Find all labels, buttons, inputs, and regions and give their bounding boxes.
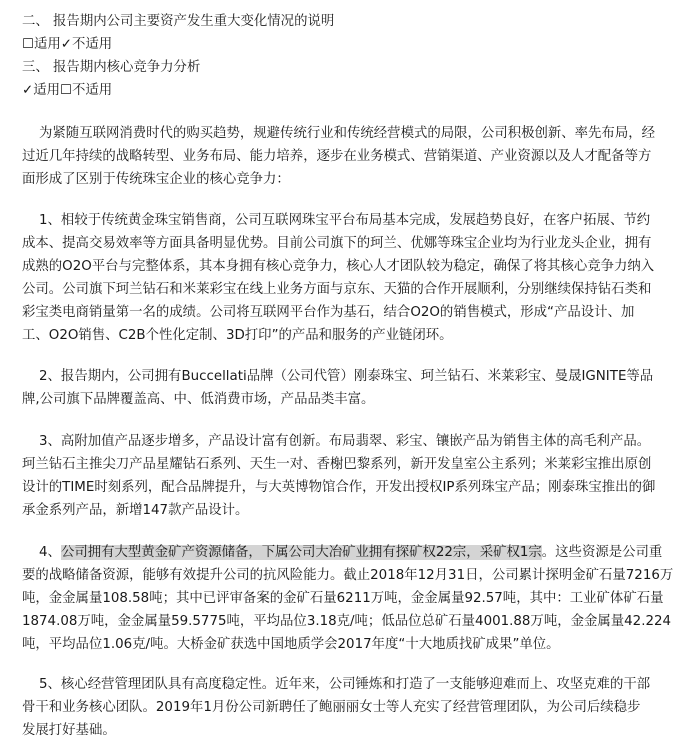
paragraph-1 xyxy=(22,209,684,347)
paragraph-4 xyxy=(22,541,684,656)
intro-line: 过近几年持续的战略转型、业务布局、能力培养，逐步在业务模式、营销渠道、产业资源以及人才配备等方 xyxy=(22,149,652,164)
p4-highlighted-text: 公司拥有大型黄金矿产资源储备，下属公司大冶矿业拥有探矿权22宗，采矿权1宗 xyxy=(60,545,542,560)
intro-line: 面形成了区别于传统珠宝企业的核心竞争力： xyxy=(22,172,290,187)
p5-line: 骨干和业务核心团队。2019年1月份公司新聘任了鲍丽丽女士等人充实了经营管理团队，为公司后续稳步 xyxy=(22,700,641,715)
p5-line: 发展打好基础。 xyxy=(22,723,116,738)
p4-prefix: 4、 xyxy=(22,545,61,560)
paragraph-2 xyxy=(22,365,684,411)
p4-first-line xyxy=(22,541,684,564)
p4-line: 吨，平均品位1.06克/吨。大桥金矿获选中国地质学会2017年度“十大地质找矿成果”单位。 xyxy=(22,637,560,652)
paragraph-5 xyxy=(22,673,684,742)
p4-suffix: 。这些资源是公司重 xyxy=(541,545,663,560)
p1-line: 彩宝类电商销量第一名的成绩。公司将互联网平台作为基石，结合O2O的销售模式，形成“产品设计、加 xyxy=(22,305,635,320)
p3-line: 设计的TIME时刻系列，配合品牌提升，与大英博物馆合作，开发出授权IP系列珠宝产品；刚泰珠宝推出的御 xyxy=(22,480,656,495)
p4-line: 吨，金金属量108.58吨；其中已评审备案的金矿石量6211万吨，金金属量92.57吨，其中：工业矿体矿石量 xyxy=(22,591,664,606)
intro-paragraph xyxy=(22,122,684,191)
paragraph-3 xyxy=(22,430,684,522)
section3-applicability: ✓适用☐不适用 xyxy=(22,83,113,98)
p1-line: 工、O2O销售、C2B个性化定制、3D打印”的产品和服务的产业链闭环。 xyxy=(22,328,453,343)
section3-title: 三、 报告期内核心竞争力分析 xyxy=(22,60,201,75)
p4-line: 1874.08万吨，金金属量59.5775吨，平均品位3.18克/吨；低品位总矿石量4001.88万吨，金金属量42.224 xyxy=(22,614,672,629)
p1-line: 成熟的O2O平台与完整体系，其本身拥有核心竞争力，核心人才团队较为稳定，确保了将其核心竞争力纳入 xyxy=(22,259,655,274)
p3-line: 3、高附加值产品逐步增多，产品设计富有创新。布局翡翠、彩宝、镶嵌产品为销售主体的高毛利产品。 xyxy=(22,434,651,449)
section2-applicability: ☐适用✓不适用 xyxy=(22,37,113,52)
p2-line: 2、报告期内，公司拥有Buccellati品牌（公司代管）刚泰珠宝、珂兰钻石、米莱彩宝、曼晟IGNITE等品 xyxy=(22,369,654,384)
section2-title: 二、 报告期内公司主要资产发生重大变化情况的说明 xyxy=(22,14,335,29)
p4-line: 要的战略储备资源，能够有效提升公司的抗风险能力。截止2018年12月31日，公司累计探明金矿石量7216万 xyxy=(22,568,674,583)
intro-line: 为紧随互联网消费时代的购买趋势，规避传统行业和传统经营模式的局限，公司积极创新、率先布局，经 xyxy=(22,126,655,141)
p5-line: 5、核心经营管理团队具有高度稳定性。近年来，公司锤炼和打造了一支能够迎难而上、攻坚克难的干部 xyxy=(22,677,651,692)
p1-line: 成本、提高交易效率等方面具备明显优势。目前公司旗下的珂兰、优娜等珠宝企业均为行业龙头企业，拥有 xyxy=(22,236,652,251)
p3-line: 承金系列产品，新增147款产品设计。 xyxy=(22,503,249,518)
p3-line: 珂兰钻石主推尖刀产品星耀钻石系列、天生一对、香榭巴黎系列，新开发皇室公主系列；米莱彩宝推出原创 xyxy=(22,457,652,472)
p1-line: 1、相较于传统黄金珠宝销售商，公司互联网珠宝平台布局基本完成，发展趋势良好，在客户拓展、节约 xyxy=(22,213,651,228)
p2-line: 牌,公司旗下品牌覆盖高、中、低消费市场，产品品类丰富。 xyxy=(22,392,375,407)
p1-line: 公司。公司旗下珂兰钻石和米莱彩宝在线上业务方面与京东、天猫的合作开展顺利，分别继续保持钻石类和 xyxy=(22,282,652,297)
